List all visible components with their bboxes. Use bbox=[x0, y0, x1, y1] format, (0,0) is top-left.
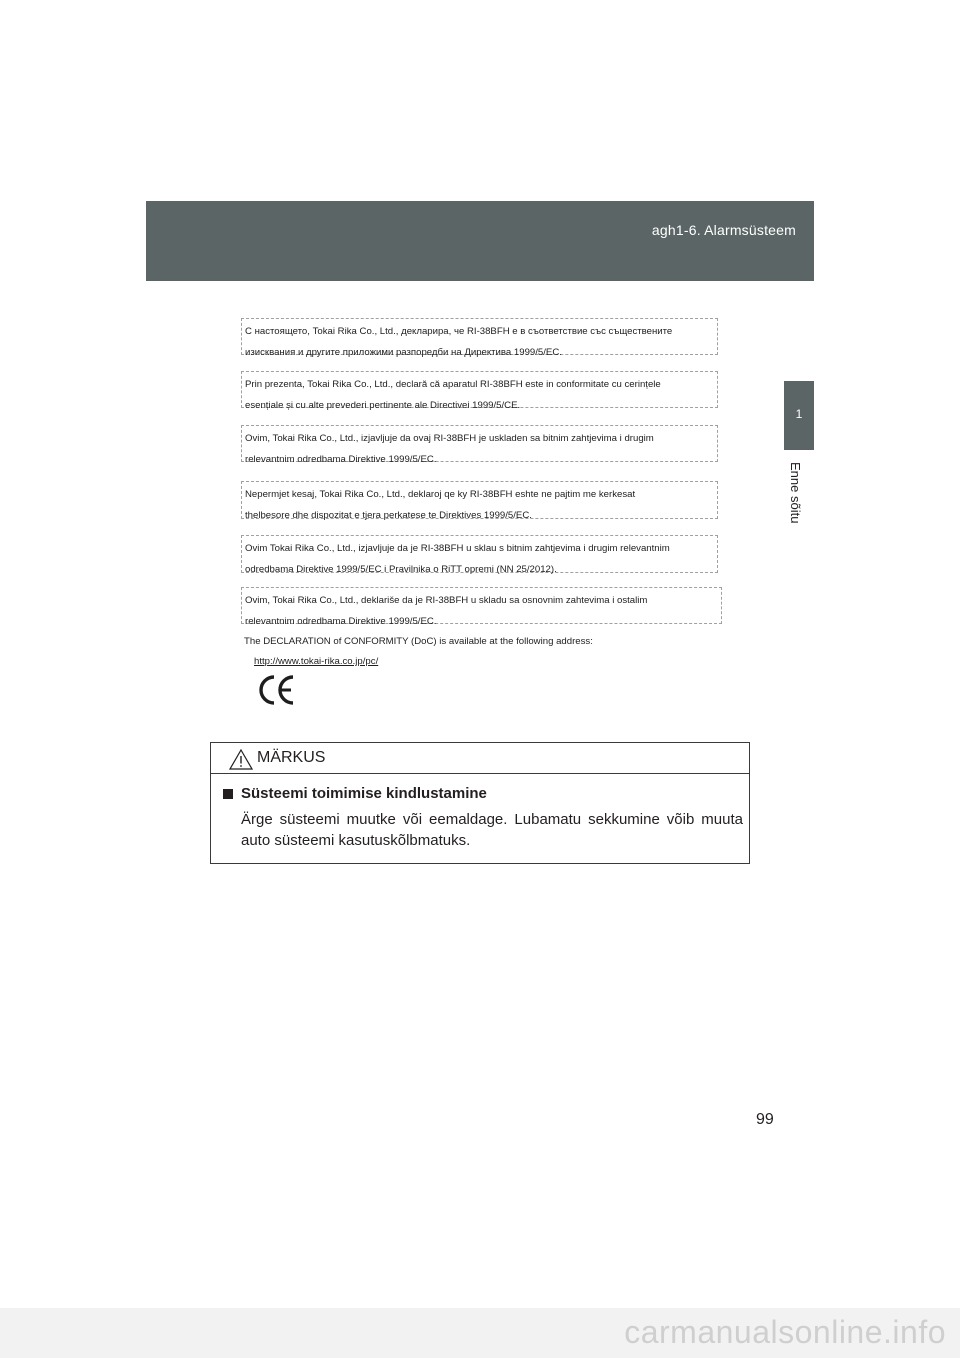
declaration-box-bulgarian bbox=[241, 318, 718, 358]
declaration-line: Prin prezenta, Tokai Rika Co., Ltd., declară că aparatul RI-38BFH este in conformitate cu cerințele bbox=[245, 379, 661, 390]
declaration-box-croatian bbox=[241, 535, 718, 573]
declaration-box-romanian bbox=[241, 371, 718, 411]
declaration-line: odredbama Direktive 1999/5/EC i Pravilnika o RiTT opremi (NN 25/2012). bbox=[245, 564, 557, 575]
declaration-line: relevantnim odredbama Direktive 1999/5/EC. bbox=[245, 454, 437, 465]
declaration-box-serbian bbox=[241, 587, 722, 627]
ce-mark-icon bbox=[255, 674, 297, 711]
declaration-line: relevantnim odredbama Direktive 1999/5/EC. bbox=[245, 616, 437, 627]
doc-availability-text: The DECLARATION of CONFORMITY (DoC) is available at the following address: bbox=[244, 636, 593, 647]
header-bar bbox=[146, 201, 814, 281]
notice-body: Ärge süsteemi muutke või eemaldage. Lubamatu sekkumine võib muuta auto süsteemi kasutuskõlbmatuks. bbox=[241, 811, 743, 849]
section-title: agh1-6. Alarmsüsteem bbox=[651, 222, 796, 238]
chapter-number: 1 bbox=[795, 407, 803, 421]
page-number: 99 bbox=[756, 1111, 774, 1128]
declaration-line: изисквания и другите приложими разпоредби на Директива 1999/5/EC. bbox=[245, 347, 562, 358]
watermark-strip bbox=[0, 1308, 960, 1358]
declaration-box-albanian bbox=[241, 481, 718, 519]
notice-box bbox=[210, 742, 750, 864]
watermark-text: carmanualsonline.info bbox=[624, 1314, 946, 1350]
bullet-square-icon bbox=[223, 789, 233, 799]
warning-triangle-icon bbox=[229, 749, 253, 775]
declaration-line: Nepermjet kesaj, Tokai Rika Co., Ltd., deklaroj qe ky RI-38BFH eshte ne pajtim me kerkesat bbox=[245, 489, 636, 500]
chapter-tab bbox=[784, 381, 814, 450]
notice-subheading: Süsteemi toimimise kindlustamine bbox=[241, 785, 487, 802]
notice-heading: MÄRKUS bbox=[257, 749, 326, 766]
declaration-line: Ovim, Tokai Rika Co., Ltd., deklariše da je RI-38BFH u skladu sa osnovnim zahtevima i ostalim bbox=[245, 595, 648, 606]
declaration-line: С настоящето, Tokai Rika Co., Ltd., декларира, че RI-38BFH е в съответствие със съществените bbox=[245, 326, 673, 337]
declaration-box-bosnian bbox=[241, 425, 718, 465]
declaration-line: thelbesore dhe dispozitat e tjera perkatese te Direktives 1999/5/EC. bbox=[245, 510, 532, 521]
chapter-label: Enne sõitu bbox=[788, 462, 803, 524]
declaration-line: Ovim Tokai Rika Co., Ltd., izjavljuje da je RI-38BFH u sklau s bitnim zahtjevima i drugim relevantnim bbox=[245, 543, 670, 554]
notice-header bbox=[211, 743, 749, 774]
declaration-line: esențiale și cu alte prevederi pertinente ale Directivei 1999/5/CE. bbox=[245, 400, 521, 411]
doc-url-link[interactable]: http://www.tokai-rika.co.jp/pc/ bbox=[254, 656, 379, 667]
declaration-line: Ovim, Tokai Rika Co., Ltd., izjavljuje da ovaj RI-38BFH je uskladen sa bitnim zahtjevima i drugim bbox=[245, 433, 654, 444]
